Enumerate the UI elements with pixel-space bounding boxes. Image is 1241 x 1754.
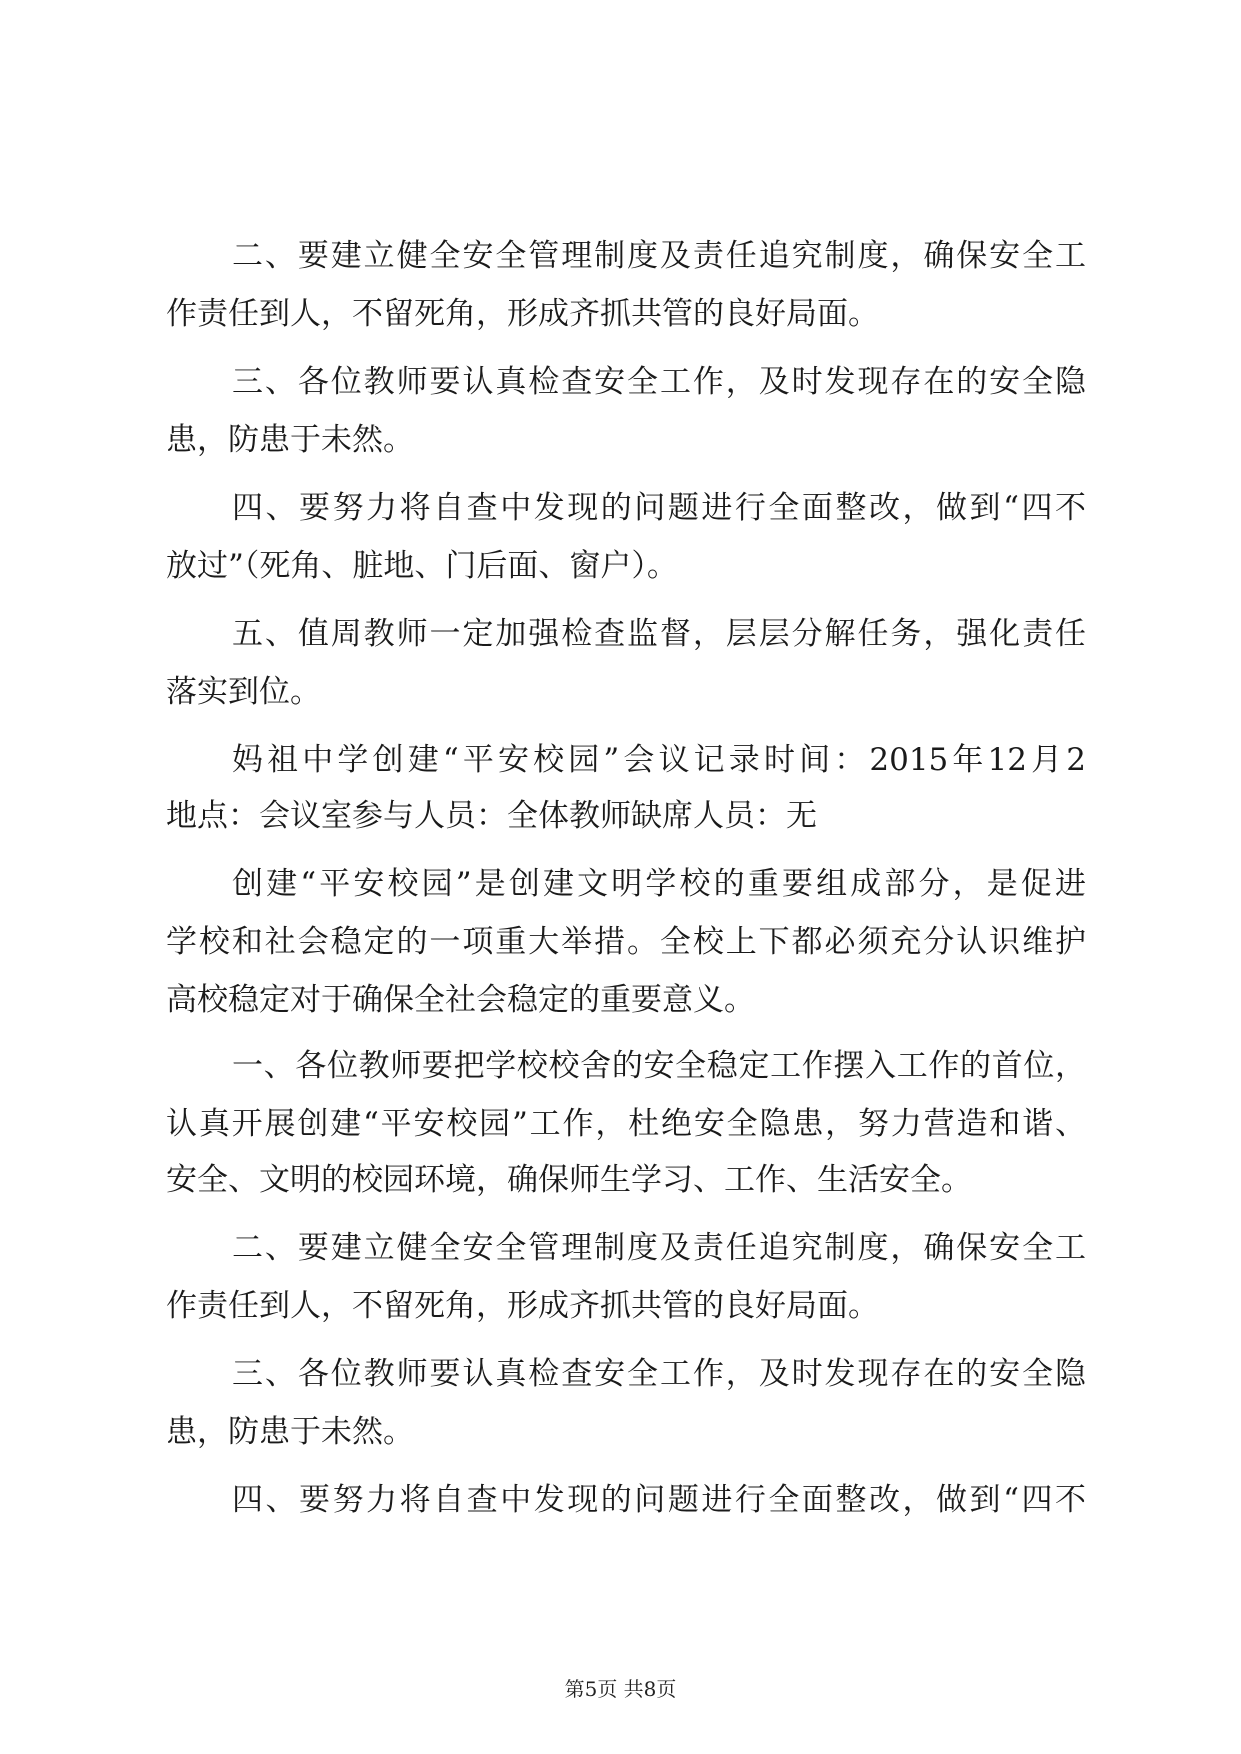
page-number-footer: 第5页 共8页 — [564, 1677, 677, 1701]
item-3-line-2: 患，防患于未然。 — [166, 1414, 414, 1450]
paragraph-5-line-1: 五、值周教师一定加强检查监督，层层分解任务，强化责任 — [232, 616, 1086, 652]
intro-paragraph-line-1: 创建“平安校园”是创建文明学校的重要组成部分，是促进 — [232, 866, 1086, 902]
paragraph-2-line-2: 作责任到人，不留死角，形成齐抓共管的良好局面。 — [166, 296, 879, 332]
intro-paragraph-line-3: 高校稳定对于确保全社会稳定的重要意义。 — [166, 982, 755, 1018]
item-2-line-2: 作责任到人，不留死角，形成齐抓共管的良好局面。 — [166, 1288, 879, 1324]
item-1-line-1: 一、各位教师要把学校校舍的安全稳定工作摆入工作的首位， — [232, 1048, 1086, 1084]
meeting-record-line-2: 地点：会议室参与人员：全体教师缺席人员：无 — [166, 798, 817, 834]
paragraph-5-line-2: 落实到位。 — [166, 674, 321, 710]
item-4-line-1: 四、要努力将自查中发现的问题进行全面整改，做到“四不 — [232, 1482, 1086, 1518]
item-2-line-1: 二、要建立健全安全管理制度及责任追究制度，确保安全工 — [232, 1230, 1086, 1266]
paragraph-2-line-1: 二、要建立健全安全管理制度及责任追究制度，确保安全工 — [232, 238, 1086, 274]
meeting-record-line-1: 妈祖中学创建“平安校园”会议记录时间：2015年12月2 — [232, 742, 1086, 778]
paragraph-4-line-2: 放过”（死角、脏地、门后面、窗户）。 — [166, 548, 678, 584]
paragraph-3-line-1: 三、各位教师要认真检查安全工作，及时发现存在的安全隐 — [232, 364, 1086, 400]
intro-paragraph-line-2: 学校和社会稳定的一项重大举措。全校上下都必须充分认识维护 — [166, 924, 1086, 960]
item-1-line-3: 安全、文明的校园环境，确保师生学习、工作、生活安全。 — [166, 1162, 972, 1198]
paragraph-4-line-1: 四、要努力将自查中发现的问题进行全面整改，做到“四不 — [232, 490, 1086, 526]
paragraph-3-line-2: 患，防患于未然。 — [166, 422, 414, 458]
item-3-line-1: 三、各位教师要认真检查安全工作，及时发现存在的安全隐 — [232, 1356, 1086, 1392]
item-1-line-2: 认真开展创建“平安校园”工作，杜绝安全隐患，努力营造和谐、 — [166, 1106, 1086, 1142]
